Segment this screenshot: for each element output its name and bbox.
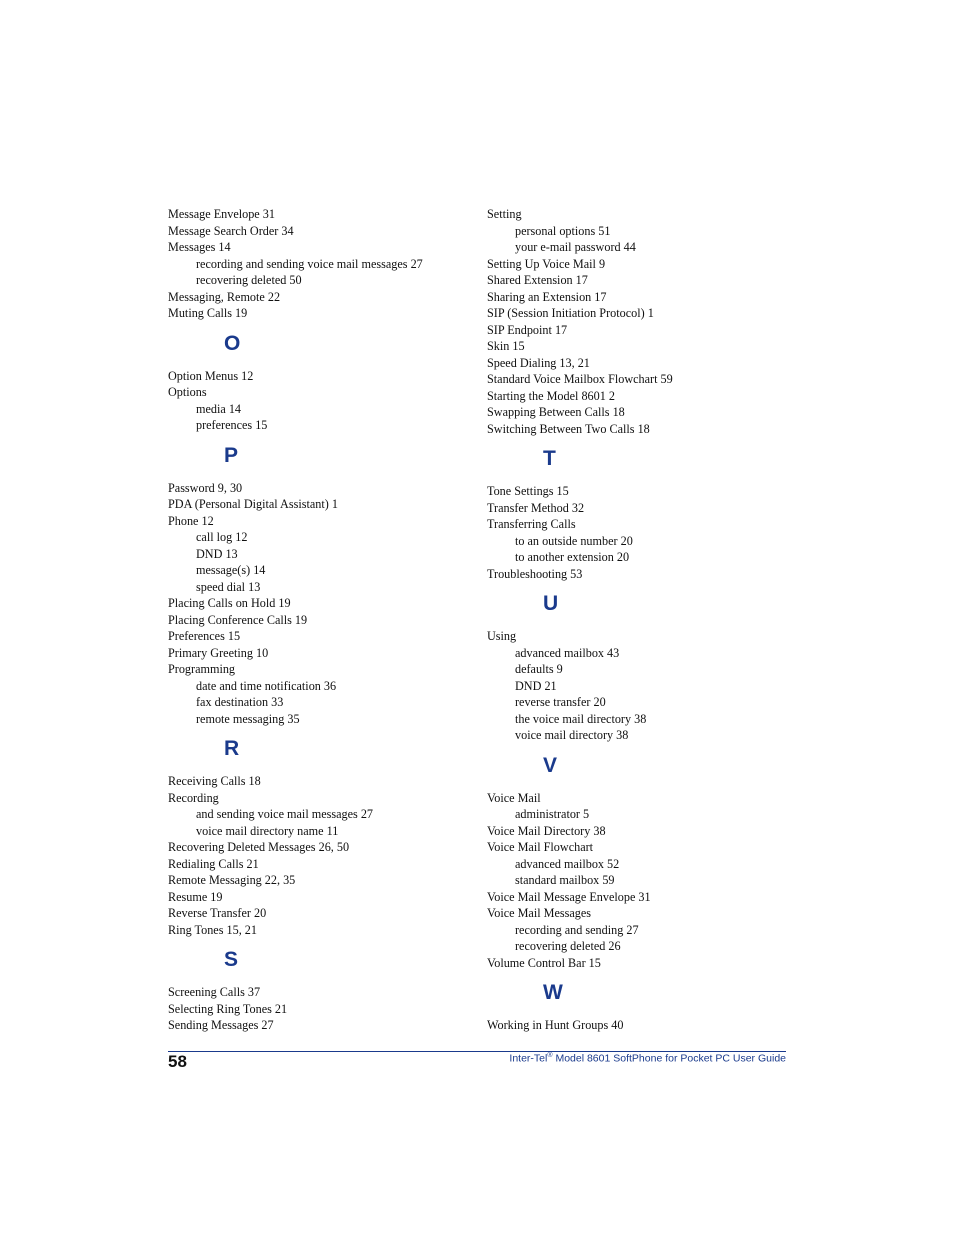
index-subentry: the voice mail directory 38 xyxy=(515,711,647,726)
index-entry: SIP (Session Initiation Protocol) 1 xyxy=(487,306,654,320)
index-subentry: preferences 15 xyxy=(196,418,268,432)
index-subentry: recording and sending voice mail messages 27 xyxy=(196,256,423,271)
index-left-column xyxy=(168,206,468,1034)
section-letter-r: R xyxy=(224,737,240,760)
index-entry: Muting Calls 19 xyxy=(168,306,248,320)
index-entry: Setting xyxy=(487,207,522,221)
index-entry: Programming xyxy=(168,662,236,676)
index-entry: Messages 14 xyxy=(168,240,231,254)
index-subentry: speed dial 13 xyxy=(196,579,261,594)
registered-mark: ® xyxy=(547,1052,553,1059)
index-entry: Remote Messaging 22, 35 xyxy=(168,873,296,887)
index-subentry: your e-mail password 44 xyxy=(515,240,636,254)
index-entry: Password 9, 30 xyxy=(168,480,243,495)
index-subentry: message(s) 14 xyxy=(196,563,266,577)
index-entry: SIP Endpoint 17 xyxy=(487,322,568,337)
page-number: 58 xyxy=(168,1052,187,1071)
index-subentry: to an outside number 20 xyxy=(515,533,633,548)
index-entry: Preferences 15 xyxy=(168,629,241,643)
section-letter-s: S xyxy=(224,948,239,971)
index-right-column xyxy=(487,206,787,1034)
index-entry: PDA (Personal Digital Assistant) 1 xyxy=(168,497,338,511)
index-entry: Phone 12 xyxy=(168,513,214,528)
index-entry: Voice Mail Message Envelope 31 xyxy=(487,889,651,904)
index-entry: Shared Extension 17 xyxy=(487,273,588,287)
index-subentry: and sending voice mail messages 27 xyxy=(196,807,374,821)
index-entry: Setting Up Voice Mail 9 xyxy=(487,256,606,271)
section-letter-w: W xyxy=(543,981,563,1004)
section-letter-u: U xyxy=(543,592,559,615)
index-entry: Voice Mail Messages xyxy=(487,906,592,920)
index-entry: Speed Dialing 13, 21 xyxy=(487,355,590,370)
index-subentry: recording and sending 27 xyxy=(515,922,639,937)
index-entry: Receiving Calls 18 xyxy=(168,774,261,788)
section-letter-v: V xyxy=(543,753,558,777)
index-entry: Sending Messages 27 xyxy=(168,1018,274,1032)
index-entry: Transfer Method 32 xyxy=(487,500,585,515)
index-subentry: DND 21 xyxy=(515,678,557,693)
index-entry: Swapping Between Calls 18 xyxy=(487,405,625,419)
index-entry: Screening Calls 37 xyxy=(168,985,261,999)
index-entry: Using xyxy=(487,629,517,643)
guide-title xyxy=(509,1052,786,1065)
index-subentry: personal options 51 xyxy=(515,223,611,238)
index-entry: Messaging, Remote 22 xyxy=(168,289,281,304)
index-subentry: DND 13 xyxy=(196,546,238,561)
index-entry: Voice Mail Flowchart xyxy=(487,840,594,854)
index-entry: Voice Mail xyxy=(487,790,541,805)
index-entry: Sharing an Extension 17 xyxy=(487,289,607,304)
index-subentry: fax destination 33 xyxy=(196,695,284,709)
index-entry: Starting the Model 8601 2 xyxy=(487,388,615,403)
index-entry: Volume Control Bar 15 xyxy=(487,955,601,970)
index-subentry: standard mailbox 59 xyxy=(515,873,615,887)
index-subentry: reverse transfer 20 xyxy=(515,695,606,709)
index-entry: Resume 19 xyxy=(168,889,223,904)
index-subentry: call log 12 xyxy=(196,530,248,544)
index-entry: Transferring Calls xyxy=(487,517,576,531)
index-entry: Redialing Calls 21 xyxy=(168,856,259,871)
guide-title-brand: Inter-Tel xyxy=(509,1052,548,1065)
index-entry: Option Menus 12 xyxy=(168,368,254,383)
index-subentry: recovering deleted 26 xyxy=(515,939,621,953)
index-entry: Placing Calls on Hold 19 xyxy=(168,596,291,610)
index-entry: Placing Conference Calls 19 xyxy=(168,612,308,627)
index-entry: Primary Greeting 10 xyxy=(168,645,269,660)
index-entry: Tone Settings 15 xyxy=(487,484,569,498)
index-subentry: voice mail directory name 11 xyxy=(196,823,339,838)
index-entry: Recording xyxy=(168,790,219,805)
index-entry: Skin 15 xyxy=(487,339,525,353)
index-entry: Message Envelope 31 xyxy=(168,207,275,221)
index-subentry: voice mail directory 38 xyxy=(515,728,629,742)
index-subentry: date and time notification 36 xyxy=(196,678,337,693)
index-subentry: administrator 5 xyxy=(515,807,590,821)
section-letter-o: O xyxy=(224,331,241,355)
index-subentry: media 14 xyxy=(196,401,242,416)
index-subentry: advanced mailbox 52 xyxy=(515,856,620,871)
index-entry: Recovering Deleted Messages 26, 50 xyxy=(168,840,350,854)
index-entry: Reverse Transfer 20 xyxy=(168,906,267,920)
index-subentry: recovering deleted 50 xyxy=(196,273,302,287)
index-entry: Message Search Order 34 xyxy=(168,223,294,238)
section-letter-p: P xyxy=(224,443,239,467)
index-subentry: to another extension 20 xyxy=(515,550,630,564)
index-entry: Ring Tones 15, 21 xyxy=(168,922,257,937)
index-entry: Standard Voice Mailbox Flowchart 59 xyxy=(487,372,673,386)
index-subentry: advanced mailbox 43 xyxy=(515,645,620,660)
index-entry: Voice Mail Directory 38 xyxy=(487,823,606,838)
section-letter-t: T xyxy=(543,447,556,470)
index-entry: Options xyxy=(168,385,207,399)
guide-title-rest: Model 8601 SoftPhone for Pocket PC User Guide xyxy=(552,1052,786,1065)
index-entry: Selecting Ring Tones 21 xyxy=(168,1001,288,1016)
index-subentry: remote messaging 35 xyxy=(196,711,300,726)
index-entry: Working in Hunt Groups 40 xyxy=(487,1018,624,1032)
index-entry: Switching Between Two Calls 18 xyxy=(487,421,650,436)
index-subentry: defaults 9 xyxy=(515,662,563,676)
index-entry: Troubleshooting 53 xyxy=(487,566,583,581)
